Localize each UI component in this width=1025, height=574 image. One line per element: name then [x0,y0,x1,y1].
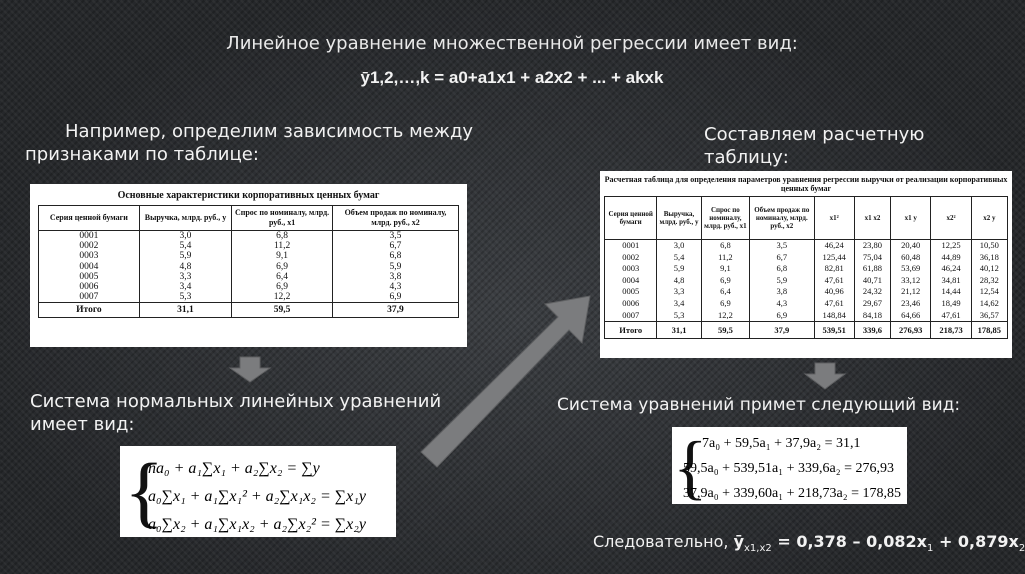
cell: 3,0 [657,240,701,252]
cell: 0004 [39,262,140,272]
left-intro-text: Например, определим зависимость между признаками по таблице: [25,121,474,165]
result-subscript: x1,x2 [744,543,772,555]
cell: 3,3 [657,286,701,298]
column-header: Выручка, млрд. руб., y [657,197,701,240]
result-subscript-1: 1 [927,543,934,555]
cell: 40,71 [854,275,890,287]
column-header: Объем продаж по номиналу, млрд. руб., x2 [332,206,458,231]
cell: 0002 [605,252,657,264]
result-subscript-2: 2 [1018,543,1025,555]
normal-system-text: Система нормальных линейных уравнений имеет вид: [30,391,442,435]
cell: 21,12 [891,286,931,298]
column-header: Серия ценной бумаги [39,206,140,231]
normal-equation-2: a₀∑x₁ + a₁∑x₁² + a₂∑x₁x₂ = ∑x₁y [148,488,366,505]
cell: 4,3 [750,298,814,310]
cell: 0005 [39,272,140,282]
cell: 33,12 [891,275,931,287]
result-y: ӯ [733,532,745,551]
cell: 0001 [39,231,140,242]
cell: 6,8 [750,263,814,275]
left-brace: { [124,447,165,536]
right-intro-text: Составляем расчетную таблицу: [704,124,925,168]
normal-equations-box [120,446,396,537]
cell: 59,5 [232,303,333,318]
cell: 6,9 [232,262,333,272]
cell: 5,3 [139,292,231,303]
column-header: Серия ценной бумаги [605,197,657,240]
cell: 5,9 [750,275,814,287]
cell: 0003 [605,263,657,275]
column-header: Выручка, млрд. руб., y [139,206,231,231]
cell: Итого [605,322,657,339]
cell: 59,5 [701,322,749,339]
column-header: Спрос по номиналу, млрд. руб., x1 [701,197,749,240]
numeric-system-text: Система уравнений примет следующий вид: [557,395,961,415]
normal-equation-3: a₀∑x₂ + a₁∑x₁x₂ + a₂∑x₂² = ∑x₂y [148,516,366,533]
cell: 6,8 [232,231,333,242]
cell: 36,18 [971,252,1007,264]
cell: 276,93 [891,322,931,339]
cell: 0002 [39,241,140,251]
cell: 6,7 [750,252,814,264]
numeric-equation-2: 59,5a₀ + 539,51a₁ + 339,6a₂ = 276,93 [683,461,894,476]
cell: 3,8 [332,272,458,282]
cell: 0007 [605,310,657,322]
cell: 47,61 [814,298,854,310]
cell: 20,40 [891,240,931,252]
numeric-equations-box [672,427,907,507]
cell: 6,8 [701,240,749,252]
cell: 44,89 [931,252,971,264]
cell: 5,9 [657,263,701,275]
cell: 6,9 [332,292,458,303]
cell: 11,2 [232,241,333,251]
cell: 61,88 [854,263,890,275]
cell: 64,66 [891,310,931,322]
cell: 0006 [605,298,657,310]
cell: 6,9 [232,282,333,292]
cell: 36,57 [971,310,1007,322]
cell: 0004 [605,275,657,287]
cell: 34,81 [931,275,971,287]
column-header: Спрос по номиналу, млрд. руб., x1 [232,206,333,231]
arrow-diagonal-icon [421,296,590,467]
cell: 6,8 [332,251,458,261]
cell: 6,4 [232,272,333,282]
cell: 9,1 [701,263,749,275]
cell: 339,6 [854,322,890,339]
cell: 31,1 [657,322,701,339]
arrow-down-icon [805,363,845,389]
cell: 3,5 [332,231,458,242]
cell: 11,2 [701,252,749,264]
result-part-1: = 0,378 – 0,082x [771,532,927,551]
cell: 37,9 [332,303,458,318]
cell: 14,62 [971,298,1007,310]
cell: 4,8 [657,275,701,287]
numeric-equation-1: 7a₀ + 59,5a₁ + 37,9a₂ = 31,1 [702,436,861,451]
left-brace: { [673,427,708,507]
cell: 14,44 [931,286,971,298]
result-part-2: + 0,879x [933,532,1019,551]
cell: 3,3 [139,272,231,282]
cell: 75,04 [854,252,890,264]
column-header: x1² [814,197,854,240]
cell: 0005 [605,286,657,298]
table-caption: Расчетная таблица для определения параметров уравнения регрессии выручки от реализации корпоративных ценных бумаг [604,175,1008,193]
cell: 46,24 [814,240,854,252]
cell: 29,67 [854,298,890,310]
cell: 37,9 [750,322,814,339]
cell: 47,61 [931,310,971,322]
cell: Итого [39,303,140,318]
cell: 178,85 [971,322,1007,339]
cell: 125,44 [814,252,854,264]
slide-title: Линейное уравнение множественной регрессии имеет вид: [226,33,798,54]
column-header: x1 y [891,197,931,240]
column-header: Объем продаж по номиналу, млрд. руб., x2 [750,197,814,240]
cell: 3,4 [657,298,701,310]
cell: 5,3 [657,310,701,322]
cell: 10,50 [971,240,1007,252]
cell: 12,2 [232,292,333,303]
cell: 6,9 [750,310,814,322]
cell: 60,48 [891,252,931,264]
cell: 12,25 [931,240,971,252]
cell: 84,18 [854,310,890,322]
cell: 3,0 [139,231,231,242]
cell: 31,1 [139,303,231,318]
cell: 46,24 [931,263,971,275]
cell: 5,9 [332,262,458,272]
result-equation [593,532,1023,554]
cell: 23,46 [891,298,931,310]
cell: 5,4 [657,252,701,264]
cell: 4,8 [139,262,231,272]
cell: 53,69 [891,263,931,275]
cell: 3,5 [750,240,814,252]
cell: 18,49 [931,298,971,310]
cell: 148,84 [814,310,854,322]
cell: 0006 [39,282,140,292]
cell: 3,8 [750,286,814,298]
cell: 28,32 [971,275,1007,287]
table-caption: Основные характеристики корпоративных ценных бумаг [117,190,380,201]
cell: 12,54 [971,286,1007,298]
column-header: x1 x2 [854,197,890,240]
column-header: x2 y [971,197,1007,240]
cell: 24,32 [854,286,890,298]
regression-equation: ӯ1,2,…,k = a0+a1x1 + a2x2 + ... + akxk [360,68,664,87]
cell: 4,3 [332,282,458,292]
normal-equation-1: na₀ + a₁∑x₁ + a₂∑x₂ = ∑y [148,460,320,477]
column-header: x2² [931,197,971,240]
cell: 6,9 [701,275,749,287]
numeric-equation-3: 37,9a₀ + 339,60a₁ + 218,73a₂ = 178,85 [683,486,901,501]
cell: 218,73 [931,322,971,339]
cell: 6,9 [701,298,749,310]
cell: 6,7 [332,241,458,251]
cell: 0007 [39,292,140,303]
cell: 5,4 [139,241,231,251]
result-prefix: Следовательно, [593,532,734,551]
cell: 12,2 [701,310,749,322]
arrow-down-icon [230,357,270,382]
cell: 82,81 [814,263,854,275]
cell: 40,12 [971,263,1007,275]
cell: 9,1 [232,251,333,261]
cell: 47,61 [814,275,854,287]
cell: 3,4 [139,282,231,292]
cell: 23,80 [854,240,890,252]
cell: 0003 [39,251,140,261]
cell: 0001 [605,240,657,252]
cell: 40,96 [814,286,854,298]
cell: 539,51 [814,322,854,339]
cell: 6,4 [701,286,749,298]
cell: 5,9 [139,251,231,261]
